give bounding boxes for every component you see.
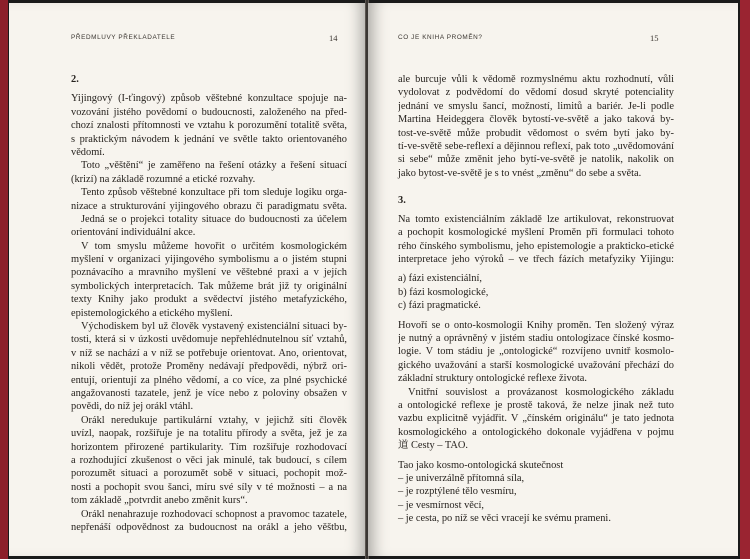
text-line: Tento způsob věštebné konzultace při tom sleduje logiku orga- (81, 187, 347, 199)
text-line: texty Knihy jako produkt a svědectví jistého metafyzického, (71, 294, 347, 306)
text-line: Východiskem byl už člověk vystavený existenciální situaci by- (81, 321, 347, 333)
text-line: Vnitřní souvislost a provázanost kosmologického základu (408, 386, 674, 398)
text-line: angažovanosti tazatele, jenž je více nebo z poloviny obsažen v (71, 387, 347, 399)
text-line: nosti a pochopit svou šanci, míru své síly v té možnosti – a na (71, 481, 347, 493)
right-page-number: 15 (650, 33, 659, 43)
list-item: – je cesta, po níž se věci vracejí ke svému prameni. (398, 513, 611, 525)
text-line: Toto „věštění“ je zaměřeno na řešení otázky a řešení situací (81, 160, 347, 172)
text-line: epistemologického a etického myšlení. (71, 307, 233, 319)
text-line: Orákl nenahrazuje rozhodovací schopnost a pravomoc tazatele, (81, 508, 347, 520)
phase-item: b) fázi kosmologické, (398, 286, 489, 298)
text-line: horizontem přirozené partikularity. Tím rozšiřuje rozhodovací (71, 441, 347, 453)
right-running-head: CO JE KNIHA PROMĚN? (398, 34, 483, 41)
book-cover-right-edge (740, 0, 750, 559)
text-line: porozumět situaci a porozumět sobě v situaci, pochopit mož- (71, 468, 347, 480)
text-line: a pochopit kosmologické myšlení Proměn při formulaci tohoto (398, 227, 674, 239)
text-line: orientování individuální akce. (71, 227, 196, 239)
left-page (9, 3, 366, 556)
text-line: nizace a strukturování yijingového obrazu či paradigmatu světa. (71, 200, 347, 212)
text-line: vazbu explicitně vyjádřit. V „čínském originálu“ je tato jednota (398, 413, 674, 425)
text-line: a rozhodující zkušenost o věci jak minulé, tak budoucí, s cílem (71, 454, 347, 466)
text-line: tost-ve-světě může probudit vědomost o svém bytí jako by- (398, 127, 674, 139)
text-line: myšlení v organizaci yijingového symbolismu a o jistém stupni (71, 254, 347, 266)
left-running-head: PŘEDMLUVY PŘEKLADATELE (71, 34, 176, 41)
text-line: tom základě „potvrdit anebo změnit kurs“. (71, 495, 248, 507)
text-line: uvízl, naopak, rozšiřuje je na totalitu přírody a světa, jež je za (71, 428, 347, 440)
text-line: entují, orientují za plného vědomí, a co více, za plné psychické (71, 374, 347, 386)
text-line: logie. V tom stádiu je „ontologické“ rozvíjeno uvnitř kosmolo- (398, 346, 674, 358)
text-line: Martina Heideggera člověk bytostí-ve-světě a jako taková by- (398, 114, 674, 126)
text-line: Orákl neredukuje partikulární vztahy, v jejichž síti člověk (81, 414, 347, 426)
text-line: si sebe“ může změnit jeho bytí-ve-světě je natolik, nakolik on (398, 154, 674, 166)
right-page (368, 3, 738, 556)
left-page-body (71, 73, 347, 534)
book-cover-left-edge (0, 0, 8, 559)
text-line: jednání ve smyslu šancí, možností, limitů a bariér. Je-li podle (398, 100, 674, 112)
text-line: V tom smyslu můžeme hovořit o určitém kosmologickém (81, 240, 347, 252)
right-page-body (398, 73, 674, 526)
text-line: nikoli vědět, protože Proměny nedávají předpovědi, nýbrž ori- (71, 361, 347, 373)
text-line: v níž se nachází a v níž se potřebuje orientovat. Ano, orientovat, (71, 347, 347, 359)
text-line: poznávacího a mravního myšlení ve věštebné praxi a v jejích (71, 267, 347, 279)
text-line: kosmologického a ontologického dokonale vyjádřena v pojmu (398, 426, 674, 438)
text-line: symbolických interpretacích. Tak můžeme brát již ty originální (71, 280, 347, 292)
text-line: a ontologické reflexe je prostě taková, že nelze jinak než tuto (398, 399, 674, 411)
list-item: – je vesmírnost věcí, (398, 499, 484, 511)
text-line: chozí znalosti přítomnosti ve vztahu k porozumění totalitě světa, (71, 120, 347, 132)
text-line: vědomí. (71, 146, 105, 158)
phase-item: c) fázi pragmatické. (398, 300, 481, 312)
text-line: tosti, která si v úzkosti uvědomuje nepřehlédnutelnou síť vztahů, (71, 334, 347, 346)
text-line: tí-ve-světě sebe-reflexí a dějinnou reflexí, pak toto „uvědomování (398, 140, 674, 152)
list-item: – je rozptýlené tělo vesmíru, (398, 486, 517, 498)
section-number: 3. (398, 194, 406, 206)
left-page-number: 14 (329, 33, 338, 43)
text-line: 道 Cesty – TAO. (398, 440, 468, 452)
text-line: nepřenáší odpovědnost za budoucnost na orákl a jeho věštbu, (71, 521, 347, 533)
text-line: Yijingový (I-ťingový) způsob věštebné konzultace spojuje na- (71, 93, 347, 105)
text-line: povědi, do níž jej orákl vtáhl. (71, 401, 194, 413)
text-line: vydolovat z podvědomí do vědomí dosud skryté potenciality (398, 87, 674, 99)
text-line: je nutný a oprávněný v jistém stadiu ontologizace čínské kosmo- (398, 333, 674, 345)
list-item: – je univerzálně přítomná síla, (398, 472, 525, 484)
list-intro: Tao jako kosmo-ontologická skutečnost (398, 459, 564, 471)
text-line: Na tomto existenciálním základě lze artikulovat, rekonstruovat (398, 213, 674, 225)
text-line: interpretace jeho výroků – ve třech fázích metafyziky Yijingu: (398, 254, 674, 266)
text-line: Jedná se o projekci totality situace do budoucnosti za účelem (81, 213, 347, 225)
section-number: 2. (71, 74, 79, 85)
text-line: s praktickým návodem k jednání ve světle takto orientovaného (71, 133, 347, 145)
text-line: gického uvažování a starší kosmologické uvažování přechází do (398, 359, 674, 371)
text-line: Hovoří se o onto-kosmologii Knihy proměn. Ten složený výraz (398, 319, 674, 331)
text-line: jako bytost-ve-světě je s to vnést „změnu“ do sebe a světa. (398, 167, 642, 179)
text-line: rého čínského symbolismu, jeho epistemologie a prakticko-etické (398, 240, 674, 252)
text-line: ale burcuje vůli k vědomě rozmyslnému aktu rozhodnutí, vůli (398, 74, 674, 85)
text-line: základní struktury ontologické reflexe života. (398, 373, 587, 385)
phase-item: a) fázi existenciální, (398, 273, 482, 285)
text-line: vozování jistého povědomí o budoucnosti, založeného na před- (71, 106, 347, 118)
text-line: (krizí) na základě rozumné a etické rozvahy. (71, 173, 256, 185)
